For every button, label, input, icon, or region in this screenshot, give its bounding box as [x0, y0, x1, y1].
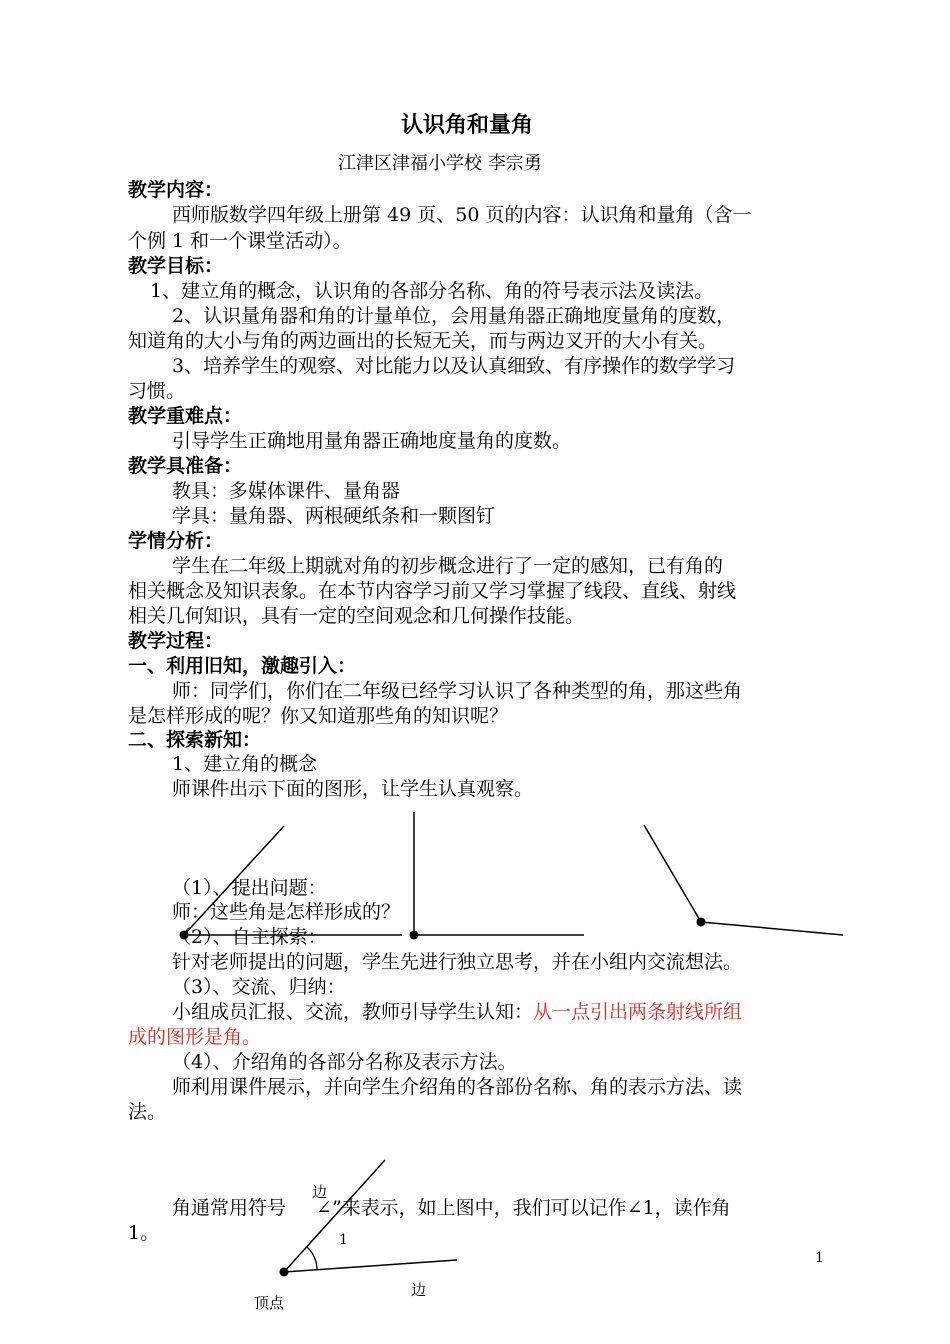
process-heading: 教学过程：: [128, 630, 224, 652]
symbol-text-c: ”来表示，如上图中，我们可以记作∠1，读作角: [331, 1197, 731, 1219]
question-4-desc-1: 师利用课件展示，并向学生介绍角的各部份名称、角的表示方法、读: [172, 1076, 743, 1098]
part2-step-1: 1、建立角的概念: [172, 753, 318, 775]
key-heading: 教学重难点：: [128, 405, 243, 427]
analysis-line-3: 相关几何知识，具有一定的空间观念和几何操作技能。: [128, 605, 585, 627]
symbol-line-1: [172, 1196, 731, 1220]
content-line-1: 西师版数学四年级上册第 49 页、50 页的内容：认识角和量角（含一: [172, 204, 752, 226]
goal-2-line-1: 2、认识量角器和角的计量单位，会用量角器正确地度量角的度数，: [172, 305, 736, 327]
analysis-heading: 学情分析：: [128, 530, 224, 552]
goal-2-line-2: 知道角的大小与角的两边画出的长短无关，而与两边叉开的大小有关。: [128, 330, 718, 352]
question-3: （3）、交流、归纳：: [172, 976, 346, 998]
label-side-bottom: 边: [411, 1281, 427, 1299]
content-line-2: 个例 1 和一个课堂活动）。: [128, 230, 352, 252]
angle-definition-red: 从一点引出两条射线所组: [533, 1001, 743, 1023]
prep-heading: 教学具准备：: [128, 455, 243, 477]
question-1: （1）、提出问题：: [172, 877, 327, 899]
label-vertex: 顶点: [254, 1294, 285, 1312]
question-2-desc: 针对老师提出的问题，学生先进行独立思考，并在小组内交流想法。: [172, 951, 743, 973]
part1-heading: 一、利用旧知，激趣引入：: [128, 655, 357, 677]
symbol-text-a: 角通常用符号: [172, 1197, 287, 1219]
part1-line-2: 是怎样形成的呢？你又知道那些角的知识呢？: [128, 705, 509, 727]
part2-heading: 二、探索新知：: [128, 729, 262, 751]
page-title: 认识角和量角: [401, 113, 534, 138]
page-number: 1: [815, 1250, 824, 1266]
angle-definition-red-cont: 成的图形是角。: [128, 1026, 262, 1048]
question-3-desc-text: 小组成员汇报、交流，教师引导学生认知：: [172, 1001, 534, 1023]
question-1-desc: 师：这些角是怎样形成的？: [172, 901, 401, 923]
prep-teacher: 教具：多媒体课件、量角器: [172, 480, 401, 502]
label-side-top: 边: [312, 1183, 328, 1201]
question-4-desc-2: 法。: [128, 1101, 167, 1123]
question-4: （4）、介绍角的各部分名称及表示方法。: [172, 1051, 517, 1073]
key-line: 引导学生正确地用量角器正确地度量角的度数。: [172, 430, 572, 452]
goals-heading: 教学目标：: [128, 255, 224, 277]
part2-step-1-desc: 师课件出示下面的图形，让学生认真观察。: [172, 778, 534, 800]
part1-line-1: 师：同学们，你们在二年级已经学习认识了各种类型的角，那这些角: [172, 680, 743, 702]
angle-symbol: ∠: [316, 1197, 332, 1219]
author-line: 江津区津福小学校 李宗勇: [338, 153, 542, 174]
goal-3-line-1: 3、培养学生的观察、对比能力以及认真细致、有序操作的数学学习: [172, 355, 736, 377]
symbol-line-2: 1。: [128, 1222, 160, 1244]
analysis-line-2: 相关概念及知识表象。在本节内容学习前又学习掌握了线段、直线、射线: [128, 580, 737, 602]
question-2: （2）、自主探索：: [172, 926, 327, 948]
goal-3-line-2: 习惯。: [128, 380, 186, 402]
prep-student: 学具：量角器、两根硬纸条和一颗图钉: [172, 505, 496, 527]
content-heading: 教学内容：: [128, 179, 224, 201]
analysis-line-1: 学生在二年级上期就对角的初步概念进行了一定的感知，已有角的: [172, 555, 724, 577]
label-angle-number: 1: [339, 1232, 348, 1248]
goal-1: 1、建立角的概念，认识角的各部分名称、角的符号表示法及读法。: [150, 280, 714, 302]
